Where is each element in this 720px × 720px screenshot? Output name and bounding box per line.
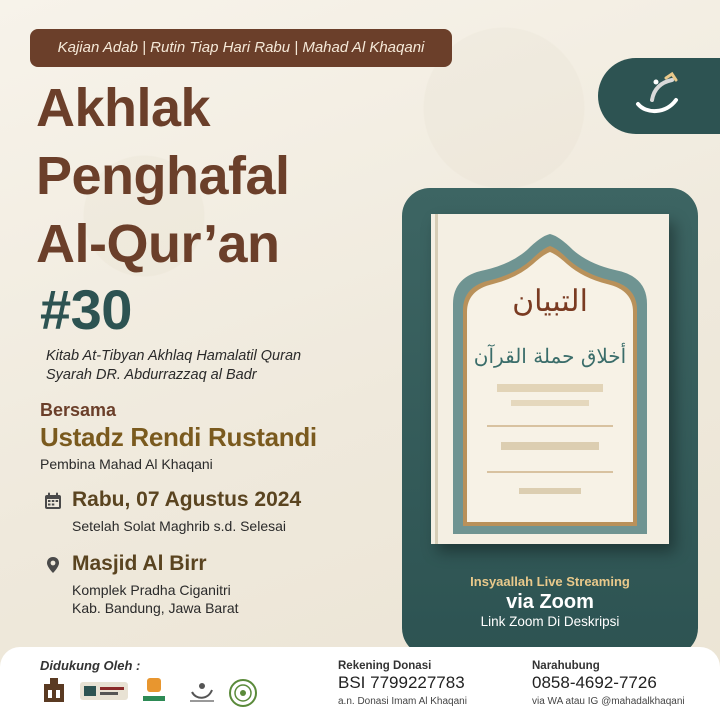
book-title: التبيان — [512, 284, 588, 319]
supported-by-label: Didukung Oleh : — [40, 658, 141, 673]
donation-label: Rekening Donasi — [338, 660, 432, 672]
venue-address-2: Kab. Bandung, Jawa Barat — [72, 600, 239, 616]
streaming-label: Insyaallah Live Streaming — [470, 574, 630, 589]
donation-account-number: BSI 7799227783 — [338, 673, 465, 692]
speaker-role: Pembina Mahad Al Khaqani — [40, 456, 213, 472]
donation-account-name: a.n. Donasi Imam Al Khaqani — [338, 696, 467, 707]
sponsor-logo-1 — [42, 678, 66, 704]
kitab-line-2: Syarah DR. Abdurrazzaq al Badr — [46, 367, 257, 383]
mahad-logo-badge — [598, 58, 720, 134]
contact-label: Narahubung — [532, 660, 600, 672]
sponsor-logo-5 — [228, 678, 258, 708]
venue-address-1: Komplek Pradha Ciganitri — [72, 582, 231, 598]
venue-name: Masjid Al Birr — [72, 552, 207, 575]
event-time: Setelah Solat Maghrib s.d. Selesai — [72, 518, 287, 534]
speaker-name: Ustadz Rendi Rustandi — [40, 422, 317, 452]
book-cover-art — [431, 214, 669, 544]
event-date: Rabu, 07 Agustus 2024 — [72, 488, 302, 511]
title-line-1: Akhlak — [36, 78, 211, 138]
streaming-platform: via Zoom — [506, 591, 594, 613]
series-badge: Kajian Adab | Rutin Tiap Hari Rabu | Mahad Al Khaqani — [30, 29, 452, 67]
contact-social: via WA atau IG @mahadalkhaqani — [532, 696, 685, 707]
title-line-2: Penghafal — [36, 146, 290, 206]
location-pin-icon — [44, 556, 62, 574]
contact-phone: 0858-4692-7726 — [532, 673, 657, 692]
zoom-link-note: Link Zoom Di Deskripsi — [480, 614, 620, 629]
mahad-logo-icon — [632, 70, 688, 122]
episode-number: #30 — [40, 278, 132, 341]
calendar-icon — [44, 492, 62, 510]
book-subtitle: أخلاق حملة القرآن — [473, 344, 627, 368]
kitab-line-1: Kitab At-Tibyan Akhlaq Hamalatil Quran — [46, 348, 302, 364]
sponsor-logo-3 — [143, 678, 165, 704]
title-line-3: Al-Qur’an — [36, 214, 280, 274]
sponsor-logo-4 — [188, 678, 216, 704]
sponsor-logo-2 — [80, 678, 128, 704]
with-label: Bersama — [40, 400, 117, 420]
book-cover — [431, 214, 669, 544]
